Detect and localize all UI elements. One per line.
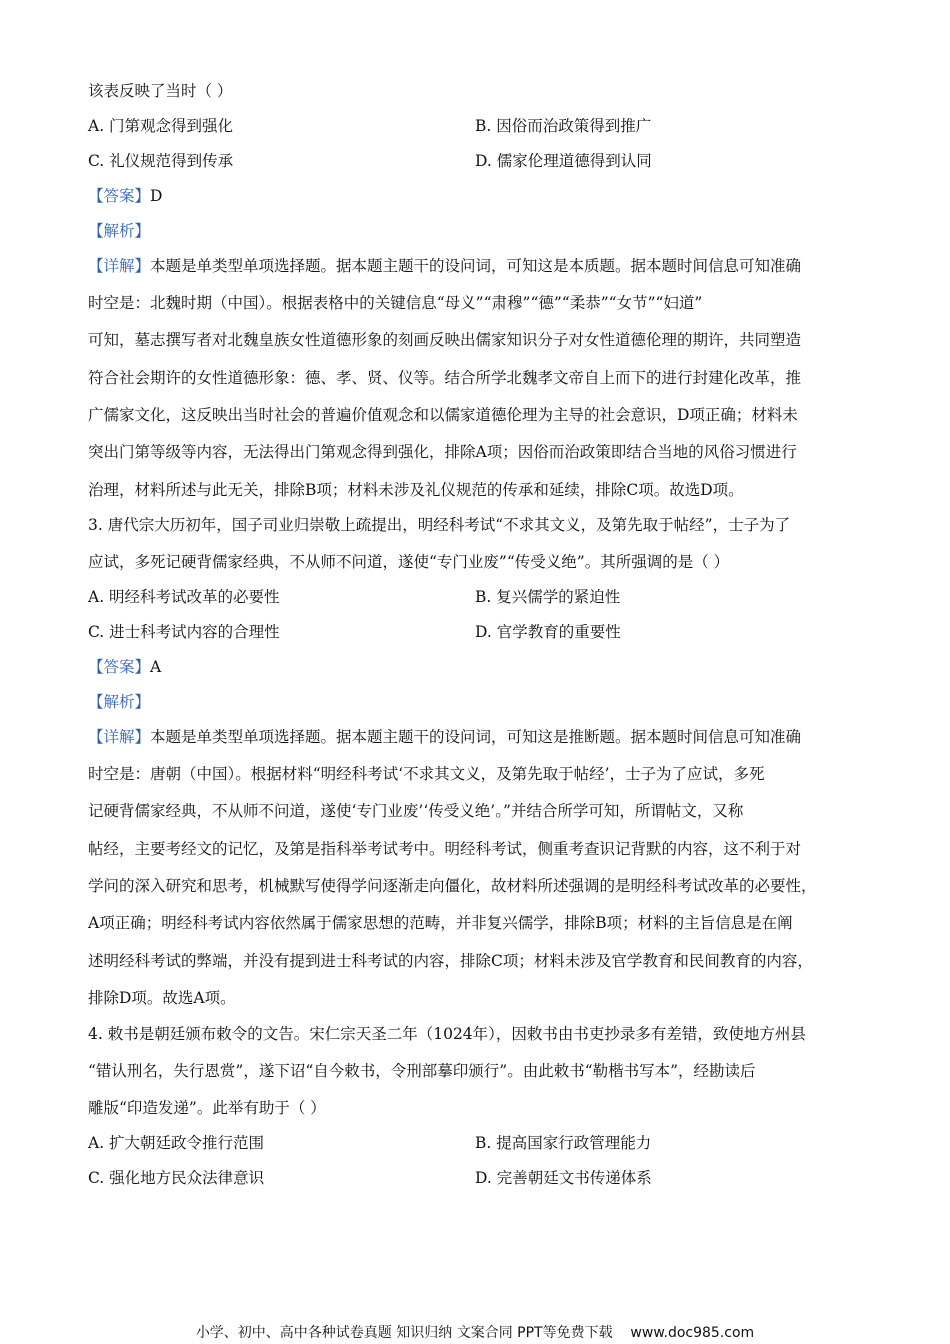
- q2-answer-value: D: [150, 187, 163, 205]
- q3-option-d: D. 官学教育的重要性: [475, 623, 621, 641]
- footer-text: 小学、初中、高中各种试卷真题 知识归纳 文案合同 PPT等免费下载: [195, 1325, 613, 1341]
- q2-detail-line: [88, 256, 863, 276]
- q3-detail-line: 帖经，主要考经文的记忆，及第是指科举考试考中。明经科考试，侧重考查识记背默的内容，这不利于对: [88, 840, 802, 858]
- q4-stem-line: 4. 敕书是朝廷颁布敕令的文告。宋仁宗天圣二年（1024年），因敕书由书吏抄录多有差错，致使地方州县: [88, 1025, 806, 1043]
- q3-stem-line: 3. 唐代宗大历初年，国子司业归崇敬上疏提出，明经科考试“不求其文义，及第先取于帖经”，士子为了: [88, 516, 791, 534]
- q3-detail-line: 排除D项。故选A项。: [88, 989, 236, 1007]
- q2-detail-label: 【详解】: [88, 257, 151, 275]
- q3-option-b: B. 复兴儒学的紧迫性: [475, 588, 621, 606]
- q3-detail-line: 记硬背儒家经典，不从师不问道，遂使‘专门业废’‘传受义绝’。”并结合所学可知，所谓帖文，又称: [88, 802, 744, 820]
- q3-stem-line: 应试，多死记硬背儒家经典，不从师不问道，遂使“专门业废”“传受义绝”。其所强调的是（ ）: [88, 553, 730, 571]
- q3-analysis-label: 【解析】: [88, 693, 151, 711]
- q3-detail-label: 【详解】: [88, 728, 151, 746]
- q2-answer-label: 【答案】: [88, 187, 151, 205]
- q3-detail-line: 学问的深入研究和思考，机械默写使得学问逐渐走向僵化，故材料所述强调的是明经科考试改革的必要性，: [88, 877, 817, 895]
- q3-detail-line: 时空是：唐朝（中国）。根据材料“明经科考试‘不求其文义，及第先取于帖经’，士子为了应试，多死: [88, 765, 765, 783]
- q2-option-d: D. 儒家伦理道德得到认同: [475, 152, 652, 170]
- q3-detail-text: 本题是单类型单项选择题。据本题主题干的设问词，可知这是推断题。据本题时间信息可知准确: [150, 728, 802, 746]
- page-footer: [0, 1324, 950, 1342]
- q2-detail-line: 广儒家文化，这反映出当时社会的普遍价值观念和以儒家道德伦理为主导的社会意识，D项正确；材料未: [88, 406, 798, 424]
- q2-option-c: C. 礼仪规范得到传承: [88, 152, 234, 170]
- q2-detail-line: 符合社会期许的女性道德形象：德、孝、贤、仪等。结合所学北魏孝文帝自上而下的进行封建化改革，推: [88, 369, 802, 387]
- q2-option-b: B. 因俗而治政策得到推广: [475, 117, 652, 135]
- q2-stem-tail: 该表反映了当时（ ）: [88, 82, 233, 100]
- q4-option-d: D. 完善朝廷文书传递体系: [475, 1169, 652, 1187]
- q2-detail-line: 治理，材料所述与此无关，排除B项；材料未涉及礼仪规范的传承和延续，排除C项。故选D项。: [88, 481, 744, 499]
- q4-option-b: B. 提高国家行政管理能力: [475, 1134, 652, 1152]
- q2-option-a: A. 门第观念得到强化: [88, 117, 234, 135]
- q3-option-c: C. 进士科考试内容的合理性: [88, 623, 280, 641]
- q2-detail-line: 突出门第等级等内容，无法得出门第观念得到强化，排除A项；因俗而治政策即结合当地的风俗习惯进行: [88, 443, 797, 461]
- q3-option-a: A. 明经科考试改革的必要性: [88, 588, 280, 606]
- q2-analysis-label: 【解析】: [88, 222, 151, 240]
- q2-detail-line: 时空是：北魏时期（中国）。根据表格中的关键信息“母义”“肃穆”“德”“柔恭”“女节”“妇道”: [88, 294, 703, 312]
- q2-detail-line: 可知，墓志撰写者对北魏皇族女性道德形象的刻画反映出儒家知识分子对女性道德伦理的期许，共同塑造: [88, 331, 802, 349]
- q4-stem-line: “错认刑名，失行恩赏”，遂下诏“自今敕书，令刑部摹印颁行”。由此敕书“勒楷书写本”，经勘读后: [88, 1062, 756, 1080]
- q3-analysis-heading: [88, 692, 863, 712]
- q2-analysis-heading: [88, 221, 863, 241]
- q3-answer-value: A: [150, 658, 162, 676]
- footer-site-link[interactable]: www.doc985.com: [630, 1325, 755, 1341]
- q3-answer-label: 【答案】: [88, 658, 151, 676]
- q2-answer: [88, 186, 863, 206]
- q3-detail-line: [88, 727, 863, 747]
- q4-option-c: C. 强化地方民众法律意识: [88, 1169, 265, 1187]
- q3-answer: [88, 657, 863, 677]
- q2-detail-text: 本题是单类型单项选择题。据本题主题干的设问词，可知这是本质题。据本题时间信息可知准确: [150, 257, 802, 275]
- q4-stem-line: 雕版“印造发递”。此举有助于（ ）: [88, 1099, 326, 1117]
- q3-detail-line: A项正确；明经科考试内容依然属于儒家思想的范畴，并非复兴儒学，排除B项；材料的主旨信息是在阐: [88, 914, 793, 932]
- q3-detail-line: 述明经科考试的弊端，并没有提到进士科考试的内容，排除C项；材料未涉及官学教育和民间教育的内容，: [88, 952, 813, 970]
- q4-option-a: A. 扩大朝廷政令推行范围: [88, 1134, 265, 1152]
